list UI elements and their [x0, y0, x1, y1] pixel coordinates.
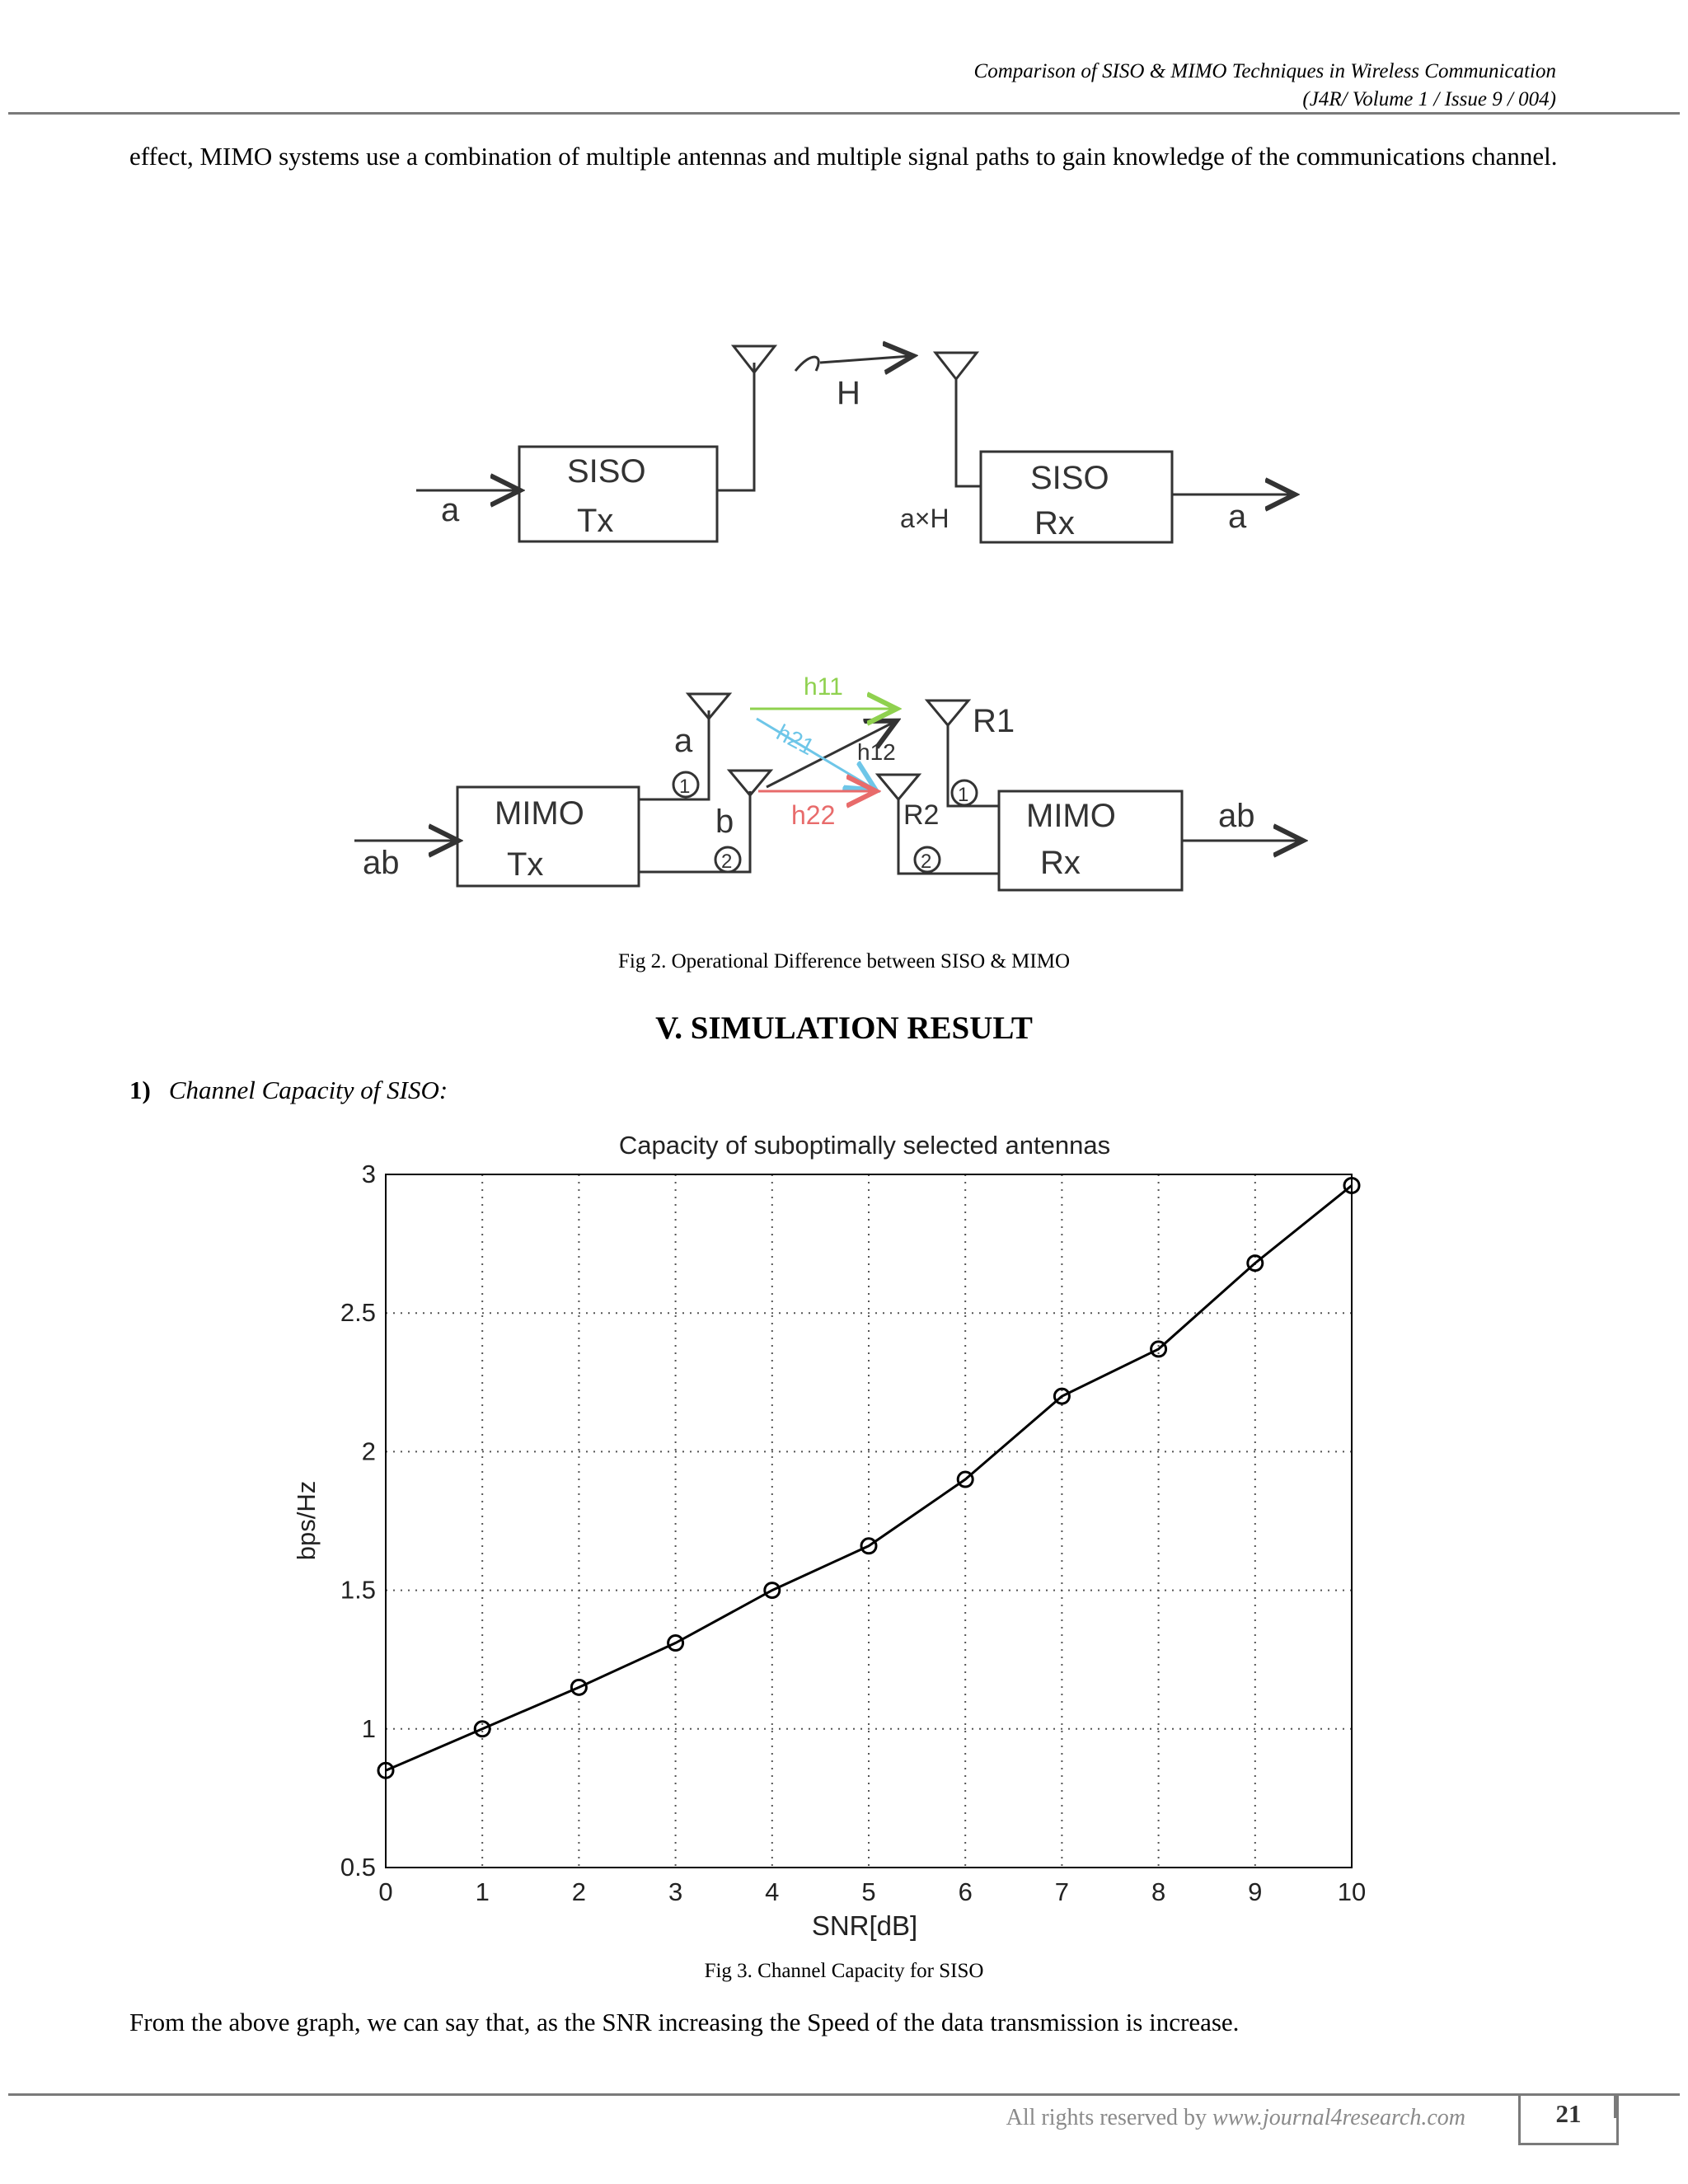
footer-rule: [8, 2093, 1680, 2096]
header-issue: (J4R/ Volume 1 / Issue 9 / 004): [1302, 88, 1556, 110]
conclusion-paragraph: From the above graph, we can say that, as the SNR increasing the Speed of the data transmission is increase.: [129, 2008, 1240, 2036]
section-heading: V. SIMULATION RESULT: [655, 1010, 1033, 1046]
x-tick-label: 2: [571, 1877, 587, 1906]
y-tick-label: 3: [361, 1160, 376, 1188]
header-title: Comparison of SISO & MIMO Techniques in Wireless Communication: [973, 60, 1556, 82]
y-tick-label: 1.5: [340, 1575, 376, 1605]
path-h22-label: h22: [791, 800, 836, 830]
footer-site-link[interactable]: www.journal4research.com: [1212, 2105, 1465, 2130]
mimo-tx-port-1: 1: [679, 776, 691, 798]
path-h21-label: h21: [772, 719, 818, 761]
mimo-rx-antenna-2-label: R2: [903, 799, 940, 831]
fig3-caption: Fig 3. Channel Capacity for SISO: [704, 1960, 984, 1982]
siso-input-label: a: [441, 492, 460, 528]
mimo-tx-antenna-a-label: a: [674, 723, 693, 759]
siso-tx-label-2: Tx: [577, 503, 614, 539]
intro-paragraph: effect, MIMO systems use a combination of multiple antennas and multiple signal paths to gain knowledge of the communications channel.: [129, 142, 1558, 171]
y-tick-label: 2: [361, 1436, 376, 1466]
series-line: [386, 1185, 1352, 1770]
mimo-rx-port-2: 2: [921, 851, 932, 873]
x-tick-label: 1: [475, 1877, 490, 1906]
path-h11-label: h11: [804, 673, 843, 701]
mimo-tx-antenna-b-label: b: [715, 804, 734, 840]
x-tick-label: 4: [765, 1877, 780, 1906]
page-number: 21: [1518, 2093, 1619, 2145]
siso-output-label: a: [1228, 499, 1247, 535]
x-tick-label: 9: [1248, 1877, 1263, 1906]
y-axis-label: bps/Hz: [292, 1480, 321, 1561]
path-h12-label: h12: [857, 739, 896, 765]
chart-title: Capacity of suboptimally selected antennas: [618, 1131, 1111, 1160]
mimo-tx-label-2: Tx: [507, 846, 544, 883]
siso-tx-label-1: SISO: [567, 453, 646, 490]
siso-channel-label: H: [837, 375, 860, 411]
siso-rx-label-1: SISO: [1030, 460, 1109, 496]
x-tick-label: 0: [378, 1877, 393, 1906]
x-tick-label: 7: [1054, 1877, 1070, 1906]
mimo-tx-label-1: MIMO: [495, 795, 584, 832]
mimo-output-label: ab: [1218, 798, 1255, 834]
y-tick-label: 0.5: [340, 1853, 376, 1882]
x-axis-label: SNR[dB]: [811, 1910, 918, 1941]
mimo-rx-port-1: 1: [958, 784, 969, 806]
x-tick-label: 3: [668, 1877, 683, 1906]
subsection-title: Channel Capacity of SISO:: [168, 1076, 448, 1104]
mimo-rx-label-1: MIMO: [1026, 798, 1116, 834]
siso-rx-input-label: a×H: [900, 504, 950, 533]
y-tick-label: 1: [361, 1713, 376, 1743]
footer-rights: [1006, 2105, 1465, 2131]
siso-rx-label-2: Rx: [1034, 505, 1075, 541]
x-tick-label: 8: [1151, 1877, 1166, 1906]
subsection-number: 1): [129, 1076, 151, 1104]
fig2-caption: Fig 2. Operational Difference between SISO & MIMO: [617, 950, 1071, 972]
mimo-tx-port-2: 2: [721, 851, 733, 873]
x-tick-label: 6: [958, 1877, 973, 1906]
x-tick-label: 5: [861, 1877, 876, 1906]
y-tick-label: 2.5: [340, 1298, 376, 1328]
x-tick-label: 10: [1337, 1877, 1367, 1906]
footer-page-tick: [1614, 2093, 1616, 2118]
mimo-rx-antenna-1-label: R1: [973, 703, 1015, 739]
mimo-input-label: ab: [363, 845, 400, 881]
mimo-rx-label-2: Rx: [1040, 845, 1081, 881]
footer-rights-text: All rights reserved by: [1006, 2105, 1213, 2130]
